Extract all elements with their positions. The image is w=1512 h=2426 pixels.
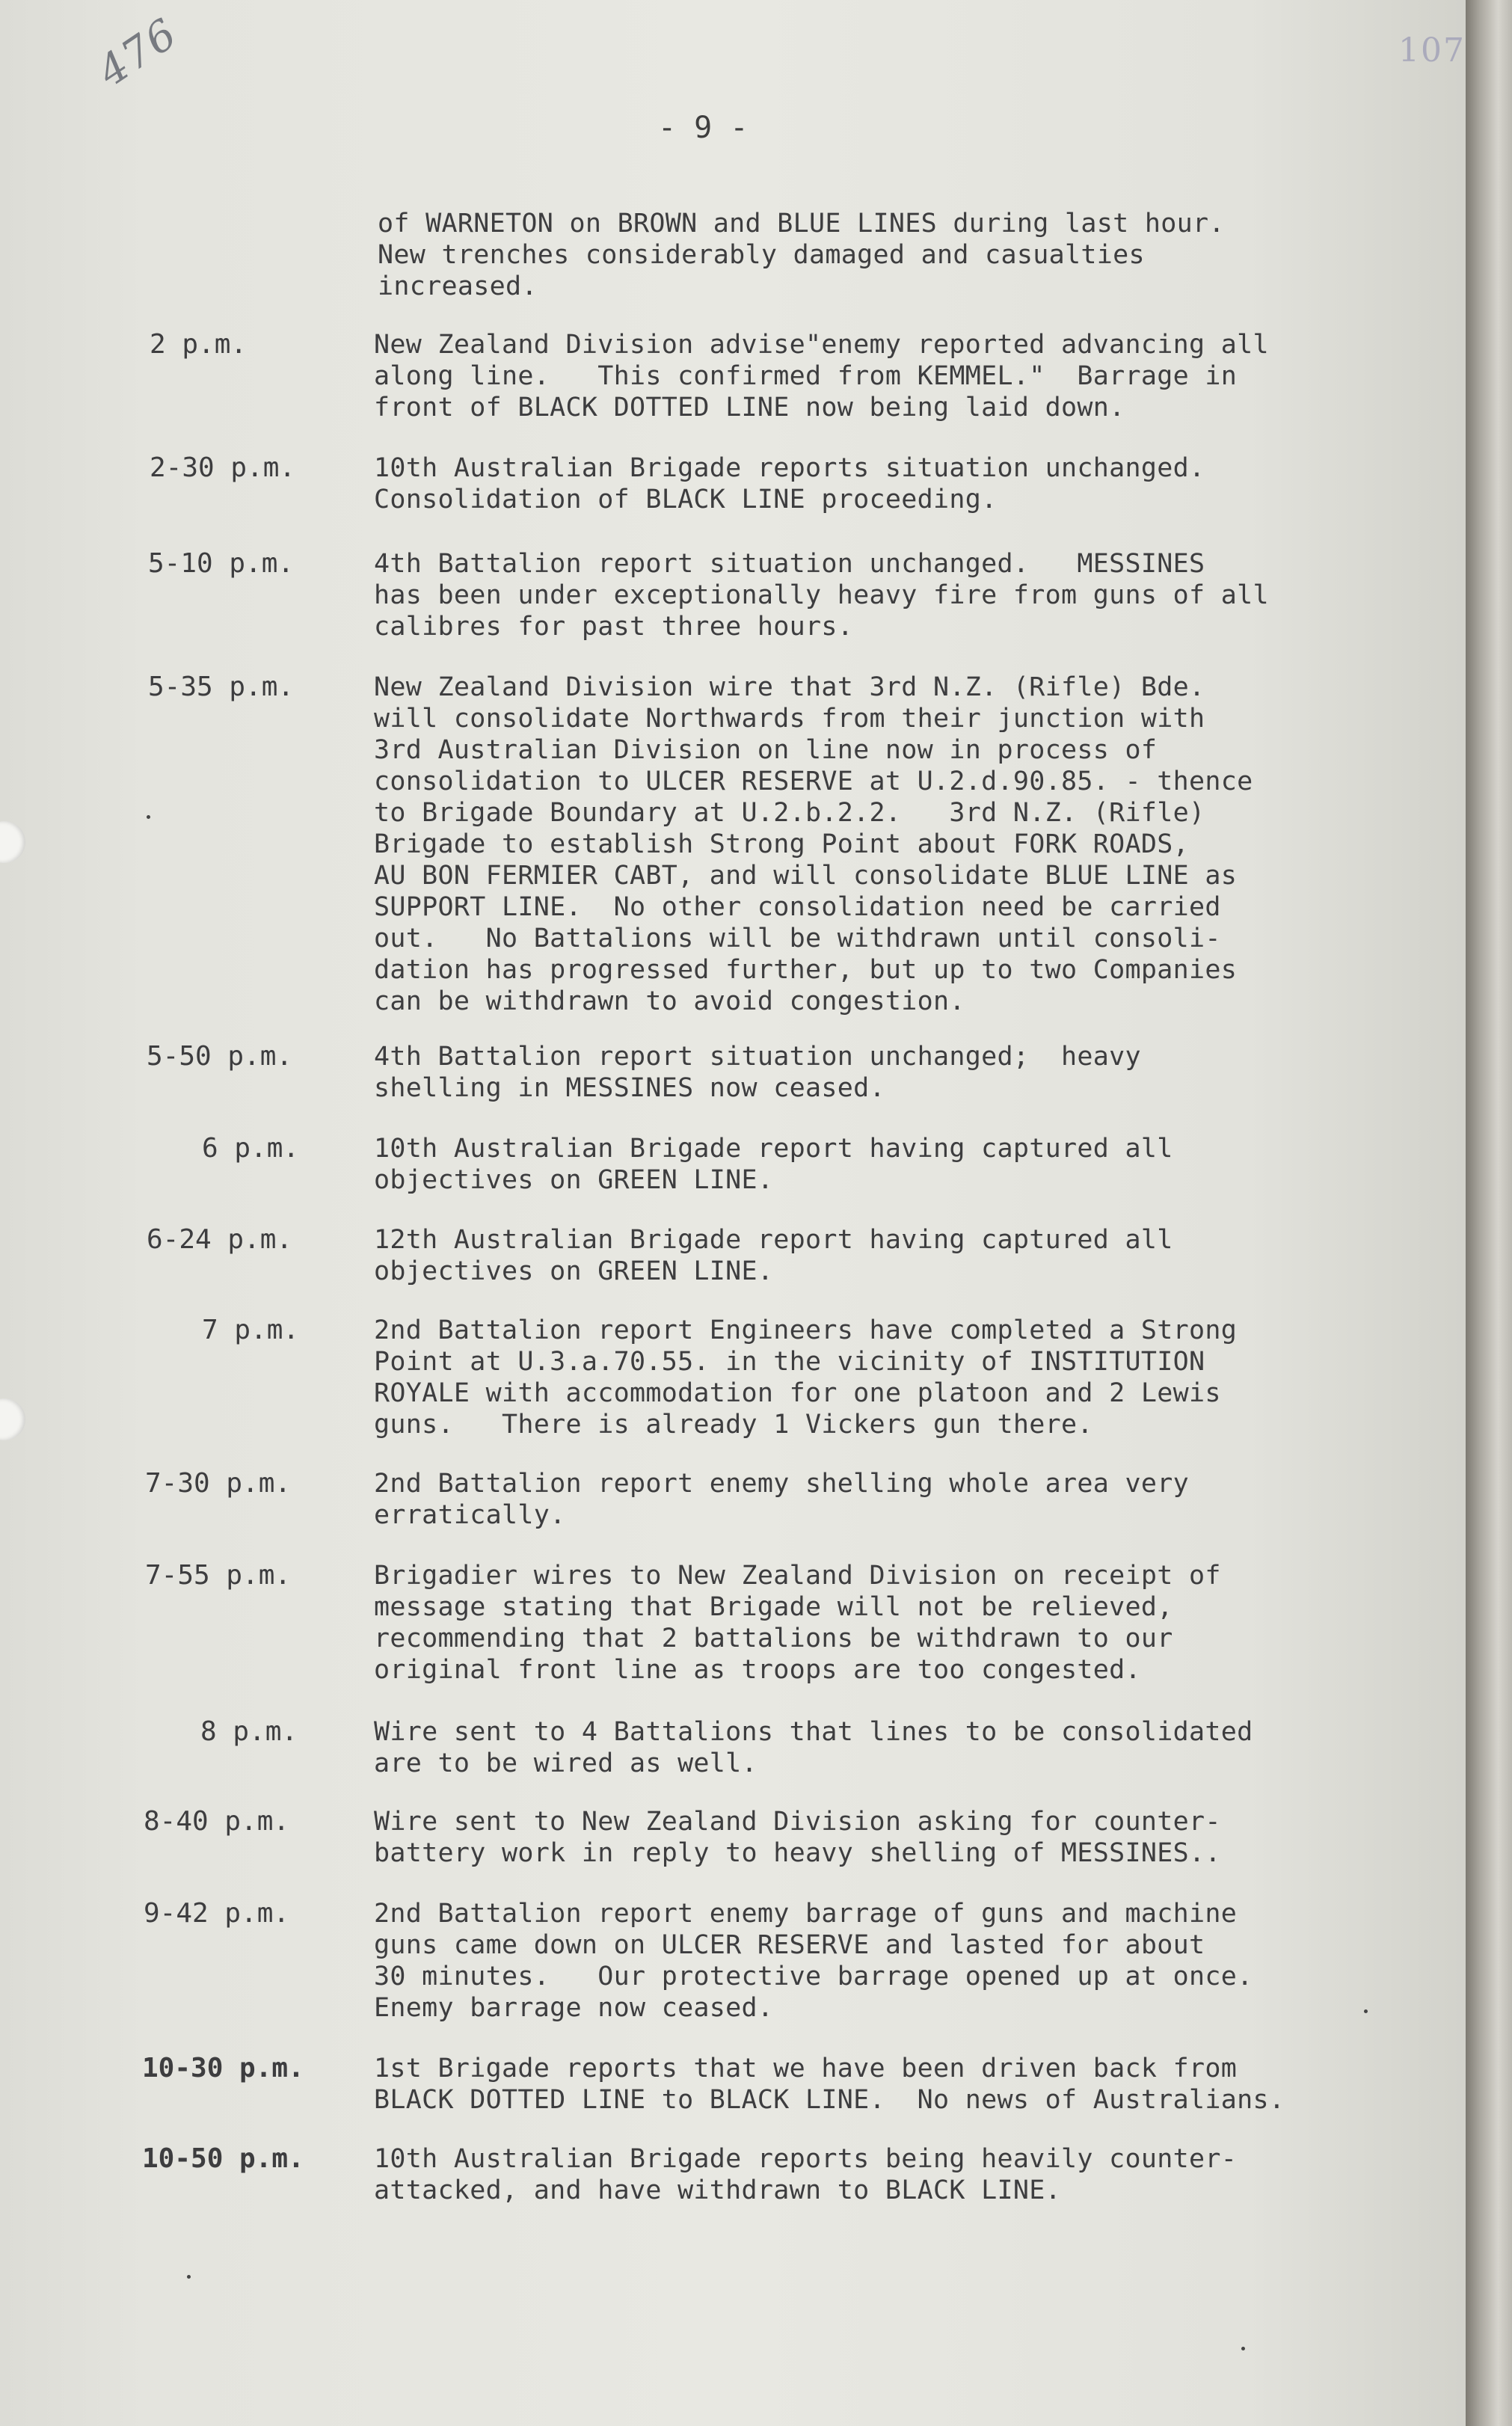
punch-hole <box>0 1398 25 1440</box>
entry-time: 5-35 p.m. <box>148 672 295 702</box>
entry-text: 1st Brigade reports that we have been driven back from BLACK DOTTED LINE to BLACK LINE. No news of Australians. <box>374 2054 1285 2115</box>
ink-speck <box>187 2275 191 2279</box>
entry-time: 5-10 p.m. <box>148 548 295 579</box>
ink-speck <box>1241 2347 1245 2350</box>
entry-time: 7 p.m. <box>202 1315 300 1345</box>
ink-speck <box>1364 2009 1368 2013</box>
entry-text: Brigadier wires to New Zealand Division on receipt of message stating that Brigade will not be relieved, recommending that 2 battalions be withdrawn to our original front line as troops are too congested. <box>374 1561 1221 1685</box>
continuation-text: of WARNETON on BROWN and BLUE LINES during last hour. New trenches considerably damaged and casualties increased. <box>378 209 1225 301</box>
entry-time: 8 p.m. <box>200 1716 298 1747</box>
entry-time: 10-30 p.m. <box>142 2053 304 2083</box>
archive-number-left: 476 <box>89 8 187 97</box>
ink-speck <box>147 815 150 819</box>
entry-text: New Zealand Division advise"enemy reported advancing all along line. This confirmed from KEMMEL." Barrage in front of BLACK DOTTED LINE now being laid down. <box>374 330 1269 423</box>
entry-text: 2nd Battalion report Engineers have completed a Strong Point at U.3.a.70.55. in the vicinity of INSTITUTION ROYALE with accommodation for one platoon and 2 Lewis guns. There is already 1 Vickers gun there. <box>374 1315 1238 1440</box>
entry-text: New Zealand Division wire that 3rd N.Z. (Rifle) Bde. will consolidate Northwards from their junction with 3rd Australian Division on line now in process of consolidation to ULCER RESERVE at U.2.d.90.85. - thence to Brigade Boundary at U.2.b.2.2. 3rd N.Z. (Rifle) Brigade to establish Strong Point about FORK ROADS, AU BON FERMIER CABT, and will consolidate BLUE LINE as SUPPORT LINE. No other consolidation need be carried out. No Battalions will be withdrawn until consoli- dation has progressed further, but up to two Companies can be withdrawn to avoid congestion. <box>374 672 1253 1016</box>
entry-text: 2nd Battalion report enemy barrage of guns and machine guns came down on ULCER RESERVE and lasted for about 30 minutes. Our protective barrage opened up at once. Enemy barrage now ceased. <box>374 1899 1253 2023</box>
entry-time: 8-40 p.m. <box>144 1806 290 1837</box>
entry-text: 4th Battalion report situation unchanged; heavy shelling in MESSINES now ceased. <box>374 1042 1141 1103</box>
archive-number-right: 107 <box>1398 31 1466 70</box>
entry-time: 2-30 p.m. <box>150 452 296 483</box>
entry-time: 5-50 p.m. <box>147 1041 293 1072</box>
entry-time: 2 p.m. <box>150 329 248 360</box>
entry-text: Wire sent to New Zealand Division asking for counter- battery work in reply to heavy shelling of MESSINES.. <box>374 1807 1221 1868</box>
entry-time: 6-24 p.m. <box>147 1224 293 1255</box>
entry-text: 10th Australian Brigade reports situation unchanged. Consolidation of BLACK LINE proceeding. <box>374 453 1205 515</box>
entry-time: 10-50 p.m. <box>142 2143 304 2174</box>
entry-time: 7-30 p.m. <box>145 1468 292 1499</box>
entry-text: 12th Australian Brigade report having captured all objectives on GREEN LINE. <box>374 1225 1173 1286</box>
entry-time: 7-55 p.m. <box>145 1560 292 1591</box>
entry-text: Wire sent to 4 Battalions that lines to be consolidated are to be wired as well. <box>374 1717 1253 1778</box>
entry-text: 10th Australian Brigade reports being heavily counter- attacked, and have withdrawn to BLACK LINE. <box>374 2144 1238 2205</box>
page-edge <box>1466 0 1512 2426</box>
entry-text: 2nd Battalion report enemy shelling whole area very erratically. <box>374 1469 1189 1530</box>
entry-time: 9-42 p.m. <box>144 1898 290 1929</box>
page-number: - 9 - <box>658 111 749 145</box>
entry-time: 6 p.m. <box>202 1133 300 1164</box>
punch-hole <box>0 821 25 863</box>
entry-text: 4th Battalion report situation unchanged. MESSINES has been under exceptionally heavy fire from guns of all calibres for past three hours. <box>374 549 1269 642</box>
entry-text: 10th Australian Brigade report having captured all objectives on GREEN LINE. <box>374 1134 1173 1195</box>
